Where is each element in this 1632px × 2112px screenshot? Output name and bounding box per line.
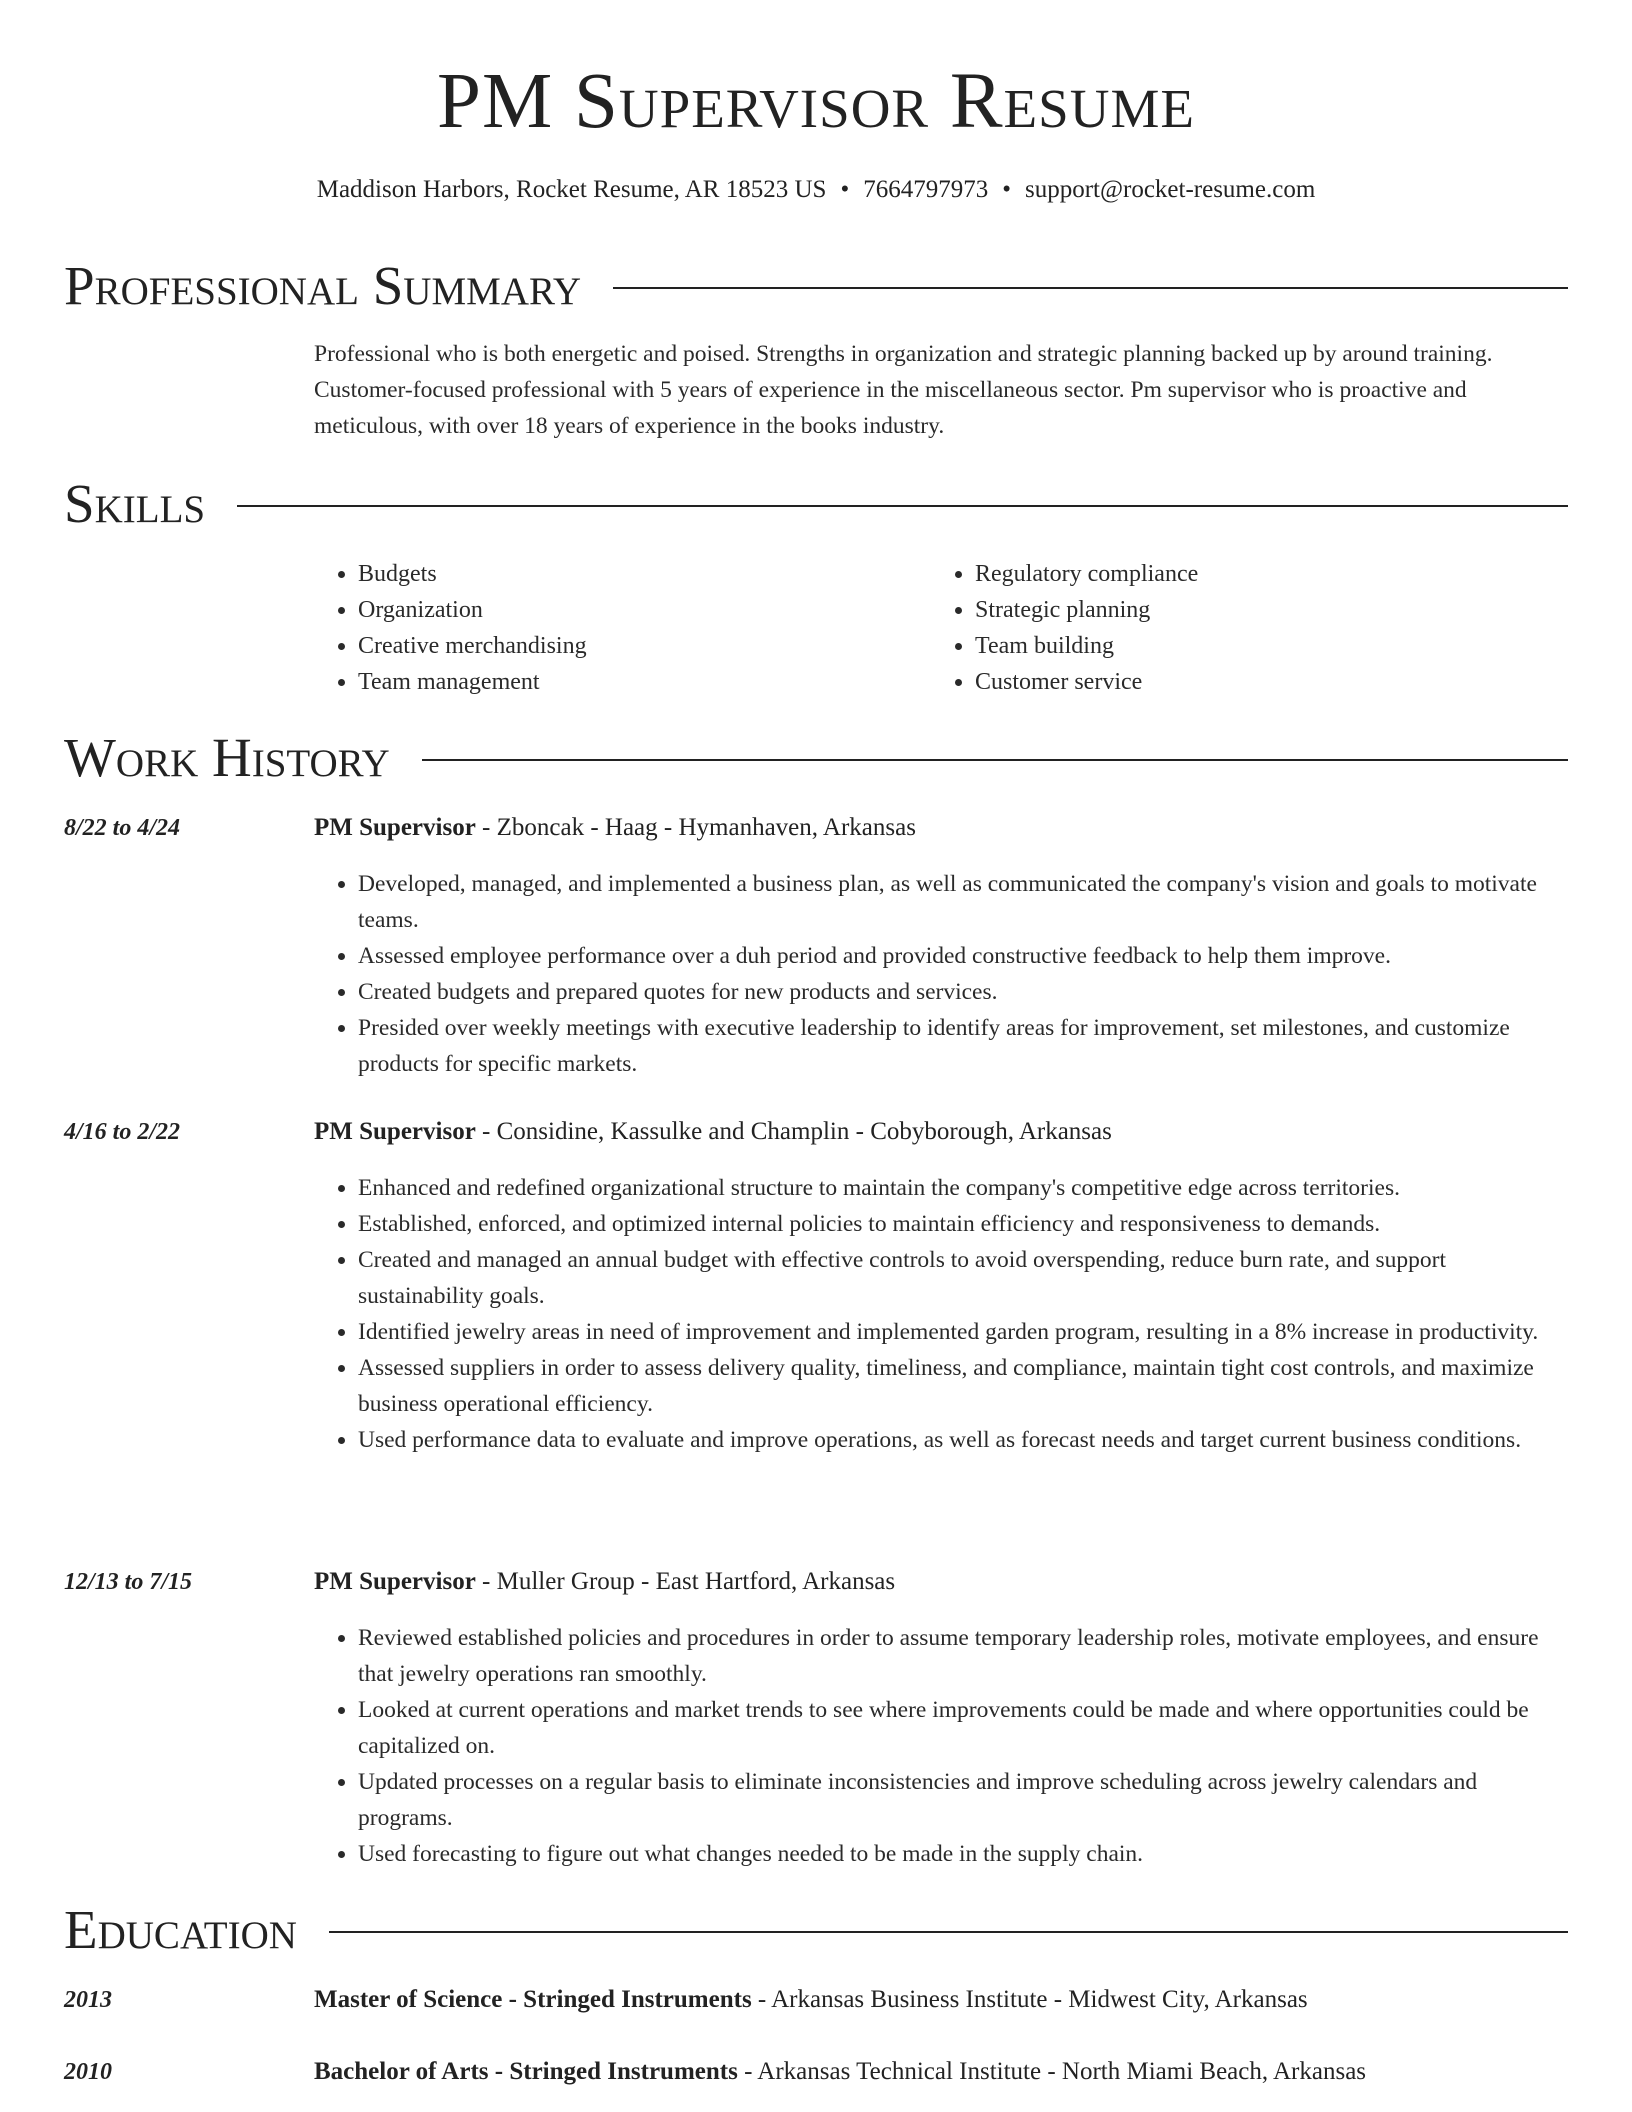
job-title: PM Supervisor: [314, 1118, 476, 1145]
job-bullet: • Assessed suppliers in order to assess delivery quality, timeliness, and compliance, maintain tight cost controls, and maximize business operational efficiency.: [358, 1350, 1568, 1422]
education-school: - Arkansas Business Institute - Midwest City, Arkansas: [751, 1986, 1308, 2013]
job-employer: - Muller Group - East Hartford, Arkansas: [475, 1568, 896, 1595]
section-title-work-history: Work History: [64, 727, 390, 788]
job-bullet-list: [314, 866, 1568, 1082]
job-heading: [314, 1114, 1568, 1150]
job-bullet-list: [314, 1170, 1568, 1458]
job-dates: 12/13 to 7/15: [64, 1569, 193, 1595]
section-rule: [237, 505, 1568, 507]
job-bullet: • Assessed employee performance over a duh period and provided constructive feedback to help them improve.: [358, 938, 1568, 974]
summary-text: Professional who is both energetic and poised. Strengths in organization and strategic planning backed up by around training. Customer-focused professional with 5 years of experience in the miscellaneous sector. Pm supervisor who is proactive and meticulous, with over 18 years of experience in the books industry.: [314, 341, 1493, 439]
section-rule: [329, 1931, 1568, 1933]
education-year: 2013: [64, 1987, 112, 2013]
job-bullet-list: [314, 1620, 1568, 1872]
contact-separator: •: [840, 176, 850, 203]
section-rule: [613, 287, 1568, 289]
section-title-summary: Professional Summary: [64, 255, 582, 316]
contact-separator: •: [1002, 176, 1011, 203]
section-header-summary: [64, 254, 1568, 318]
skill-item: • Creative merchandising: [358, 628, 931, 664]
job-dates: 4/16 to 2/22: [64, 1119, 181, 1145]
skill-item: • Customer service: [975, 664, 1548, 700]
section-rule: [422, 759, 1568, 761]
skill-item: • Strategic planning: [975, 592, 1548, 628]
skills-list: [314, 556, 1568, 700]
skill-item: • Organization: [358, 592, 931, 628]
job-bullet: • Used performance data to evaluate and improve operations, as well as forecast needs and target current business conditions.: [358, 1422, 1568, 1458]
skill-item: • Regulatory compliance: [975, 556, 1548, 592]
contact-email[interactable]: support@rocket-resume.com: [1024, 176, 1316, 203]
section-title-education: Education: [64, 1899, 297, 1960]
job-dates: 8/22 to 4/24: [64, 815, 181, 841]
education-school: - Arkansas Technical Institute - North Miami Beach, Arkansas: [737, 2058, 1367, 2085]
job-bullet: • Developed, managed, and implemented a business plan, as well as communicated the company's vision and goals to motivate teams.: [358, 866, 1568, 938]
job-employer: - Considine, Kassulke and Champlin - Cobyborough, Arkansas: [475, 1118, 1112, 1145]
job-bullet: • Created budgets and prepared quotes for new products and services.: [358, 974, 1568, 1010]
skills-column-left: [314, 556, 931, 700]
skill-item: • Team management: [358, 664, 931, 700]
education-entry: [314, 2054, 1568, 2090]
contact-address: Maddison Harbors, Rocket Resume, AR 18523 US: [316, 176, 827, 203]
section-header-education: [64, 1898, 1568, 1962]
education-degree: Master of Science - Stringed Instruments: [314, 1986, 752, 2013]
job-title: PM Supervisor: [314, 1568, 476, 1595]
education-degree: Bachelor of Arts - Stringed Instruments: [314, 2058, 738, 2085]
education-year: 2010: [64, 2059, 112, 2085]
skill-item: • Team building: [975, 628, 1548, 664]
job-bullet: • Reviewed established policies and procedures in order to assume temporary leadership roles, motivate employees, and ensure that jewelry operations ran smoothly.: [358, 1620, 1568, 1692]
section-title-skills: Skills: [64, 473, 206, 534]
skill-item: • Budgets: [358, 556, 931, 592]
contact-line: [0, 172, 1632, 208]
section-header-skills: [64, 472, 1568, 536]
job-bullet: • Created and managed an annual budget with effective controls to avoid overspending, reduce burn rate, and support sustainability goals.: [358, 1242, 1568, 1314]
job-bullet: • Looked at current operations and market trends to see where improvements could be made and where opportunities could be capitalized on.: [358, 1692, 1568, 1764]
job-heading: [314, 810, 1568, 846]
education-entry: [314, 1982, 1568, 2018]
contact-phone: 7664797973: [863, 176, 989, 203]
job-bullet: • Enhanced and redefined organizational structure to maintain the company's competitive edge across territories.: [358, 1170, 1568, 1206]
skills-column-right: [931, 556, 1548, 700]
job-bullet: • Established, enforced, and optimized internal policies to maintain efficiency and responsiveness to demands.: [358, 1206, 1568, 1242]
job-bullet: • Updated processes on a regular basis to eliminate inconsistencies and improve scheduling across jewelry calendars and programs.: [358, 1764, 1568, 1836]
job-bullet: • Presided over weekly meetings with executive leadership to identify areas for improvement, set milestones, and customize products for specific markets.: [358, 1010, 1568, 1082]
job-bullet: • Identified jewelry areas in need of improvement and implemented garden program, resulting in a 8% increase in productivity.: [358, 1314, 1568, 1350]
job-heading: [314, 1564, 1568, 1600]
section-header-work-history: [64, 726, 1568, 790]
job-title: PM Supervisor: [314, 814, 476, 841]
resume-title: PM Supervisor Resume: [437, 58, 1195, 145]
job-bullet: • Used forecasting to figure out what changes needed to be made in the supply chain.: [358, 1836, 1568, 1872]
job-employer: - Zboncak - Haag - Hymanhaven, Arkansas: [475, 814, 916, 841]
